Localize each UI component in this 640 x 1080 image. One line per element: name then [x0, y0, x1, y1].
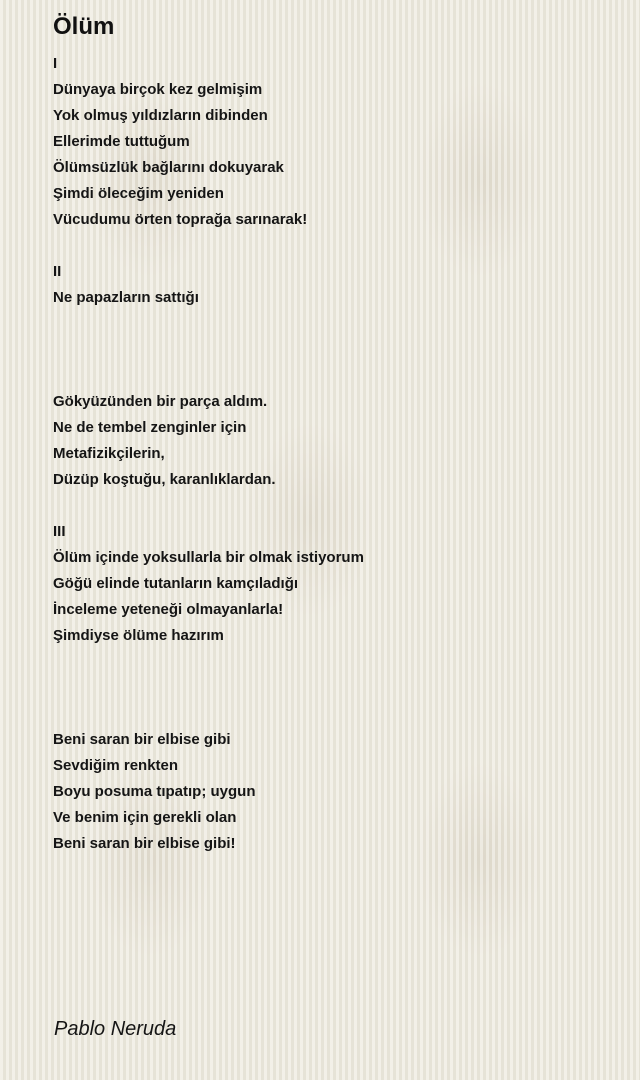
poem-line: Gökyüzünden bir parça aldım. [53, 393, 268, 410]
poem-line: Şimdi öleceğim yeniden [53, 185, 224, 202]
poem-line: Şimdiyse ölüme hazırım [53, 627, 224, 644]
poem-line: Göğü elinde tutanların kamçıladığı [53, 575, 299, 592]
section-numeral: I [53, 55, 58, 72]
section-numeral: III [53, 523, 66, 540]
poem-line: Ellerimde tuttuğum [53, 133, 190, 150]
poem-line: Sevdiğim renkten [53, 757, 179, 774]
poem-author: Pablo Neruda [54, 1018, 177, 1040]
poem-line: Beni saran bir elbise gibi [53, 731, 231, 748]
poem-line: Ölüm içinde yoksullarla bir olmak istiyorum [53, 549, 364, 566]
poem-line: Ne de tembel zenginler için [53, 419, 247, 436]
poem-line: Metafizikçilerin, [53, 445, 165, 462]
poem-line: Ölümsüzlük bağlarını dokuyarak [53, 159, 284, 176]
poem-line: Ve benim için gerekli olan [53, 809, 237, 826]
poem-line: Yok olmuş yıldızların dibinden [53, 107, 268, 124]
section-1 [53, 51, 613, 233]
poem-line: Vücudumu örten toprağa sarınarak! [53, 211, 308, 228]
poem-page [53, 0, 613, 857]
poem-line: Dünyaya birçok kez gelmişim [53, 81, 263, 98]
poem-line: Düzüp koştuğu, karanlıklardan. [53, 471, 276, 488]
stanza-gap [53, 233, 613, 259]
stanza-gap [53, 493, 613, 519]
poem-body [53, 51, 613, 857]
poem-line: Boyu posuma tıpatıp; uygun [53, 783, 256, 800]
section-2 [53, 259, 613, 493]
poem-line: Beni saran bir elbise gibi! [53, 835, 236, 852]
poem-title: Ölüm [53, 13, 115, 40]
stanza-gap [53, 649, 613, 727]
stanza-gap [53, 311, 613, 389]
poem-line: Ne papazların sattığı [53, 289, 199, 306]
section-3 [53, 519, 613, 857]
section-numeral: II [53, 263, 62, 280]
poem-line: İnceleme yeteneği olmayanlarla! [53, 601, 284, 618]
